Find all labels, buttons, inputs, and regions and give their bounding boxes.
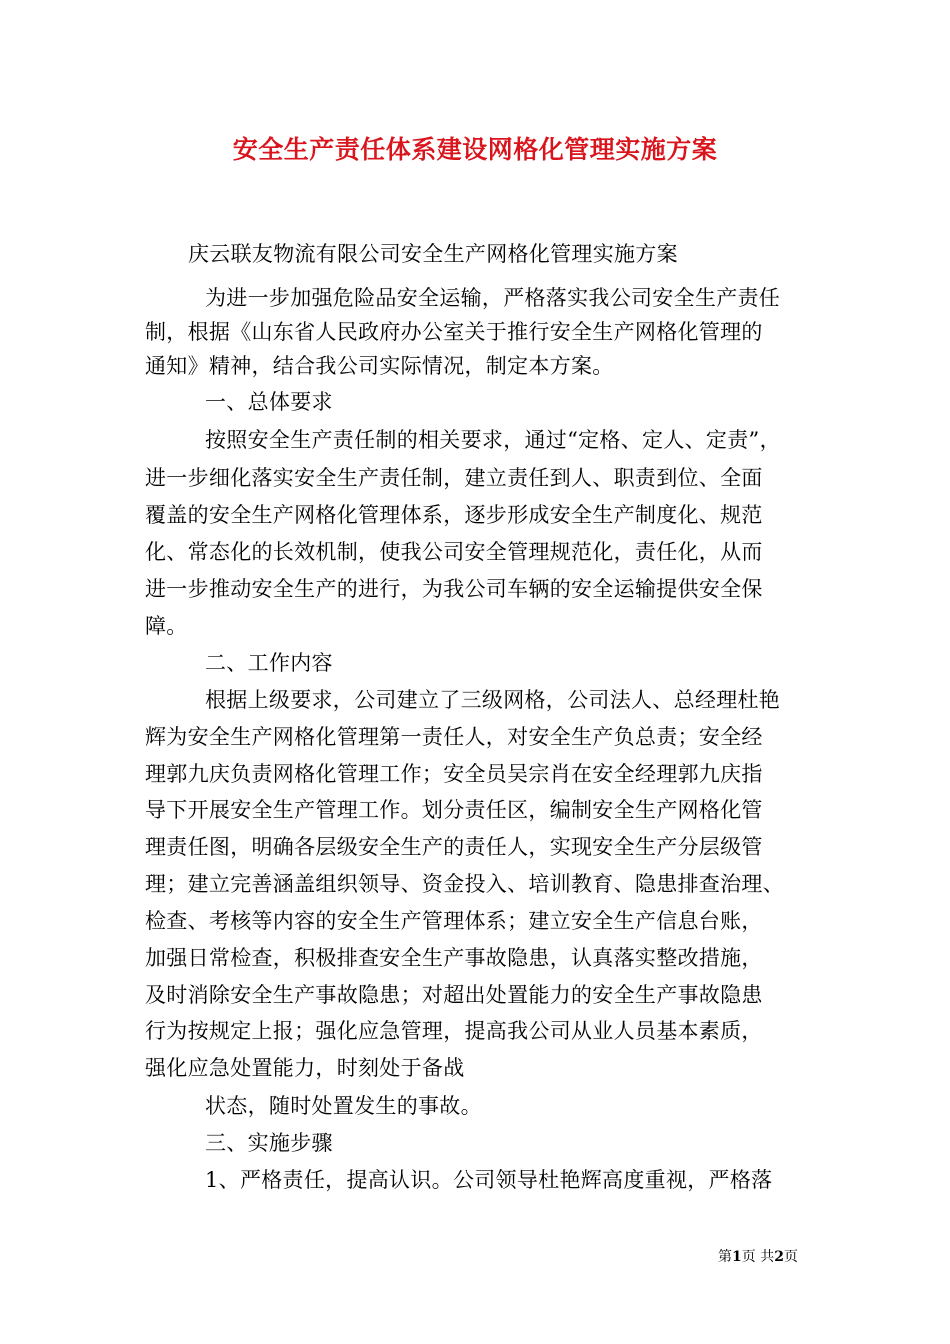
text-line: 障。 xyxy=(145,614,188,638)
footer-prefix: 第 xyxy=(718,1249,733,1265)
text-line: 通知》精神，结合我公司实际情况，制定本方案。 xyxy=(145,354,614,378)
text-line: 根据上级要求，公司建立了三级网格，公司法人、总经理杜艳 xyxy=(205,688,781,712)
text-line: 覆盖的安全生产网格化管理体系，逐步形成安全生产制度化、规范 xyxy=(145,503,763,527)
current-page-number: 1 xyxy=(732,1249,742,1265)
section-heading: 三、实施步骤 xyxy=(205,1131,333,1155)
text-line: 理责任图，明确各层级安全生产的责任人，实现安全生产分层级管 xyxy=(145,835,763,859)
text-line: 及时消除安全生产事故隐患；对超出处置能力的安全生产事故隐患 xyxy=(145,983,763,1007)
text-line: 理；建立完善涵盖组织领导、资金投入、培训教育、隐患排查治理、 xyxy=(145,872,784,896)
text-line: 进一步细化落实安全生产责任制，建立责任到人、职责到位、全面 xyxy=(145,466,763,490)
page-title: 安全生产责任体系建设网格化管理实施方案 xyxy=(232,135,718,164)
section-heading: 二、工作内容 xyxy=(205,651,333,675)
text-line: 检查、考核等内容的安全生产管理体系；建立安全生产信息台账， xyxy=(145,909,763,933)
text-line: 进一步推动安全生产的进行，为我公司车辆的安全运输提供安全保 xyxy=(145,577,763,601)
text-line: 导下开展安全生产管理工作。划分责任区，编制安全生产网格化管 xyxy=(145,798,763,822)
text-line: 化、常态化的长效机制，使我公司安全管理规范化，责任化，从而 xyxy=(145,540,763,564)
text-line: 状态，随时处置发生的事故。 xyxy=(205,1094,482,1118)
text-line: 行为按规定上报；强化应急管理，提高我公司从业人员基本素质， xyxy=(145,1019,763,1043)
text-line: 辉为安全生产网格化管理第一责任人，对安全生产负总责；安全经 xyxy=(145,725,763,749)
text-line: 1、严格责任，提高认识。公司领导杜艳辉高度重视，严格落 xyxy=(205,1168,773,1192)
text-line: 按照安全生产责任制的相关要求，通过“定格、定人、定责”， xyxy=(205,428,781,452)
text-line: 为进一步加强危险品安全运输，严格落实我公司安全生产责任 xyxy=(205,286,781,310)
subtitle: 庆云联友物流有限公司安全生产网格化管理实施方案 xyxy=(188,242,678,266)
page-number-footer xyxy=(718,1247,798,1267)
text-line: 理郭九庆负责网格化管理工作；安全员吴宗肖在安全经理郭九庆指 xyxy=(145,762,763,786)
text-line: 制，根据《山东省人民政府办公室关于推行安全生产网格化管理的 xyxy=(145,320,763,344)
footer-middle: 页 共 xyxy=(741,1249,775,1265)
total-page-number: 2 xyxy=(774,1249,784,1265)
footer-suffix: 页 xyxy=(784,1249,798,1265)
section-heading: 一、总体要求 xyxy=(205,390,333,414)
text-line: 强化应急处置能力，时刻处于备战 xyxy=(145,1056,465,1080)
text-line: 加强日常检查，积极排查安全生产事故隐患，认真落实整改措施， xyxy=(145,946,763,970)
